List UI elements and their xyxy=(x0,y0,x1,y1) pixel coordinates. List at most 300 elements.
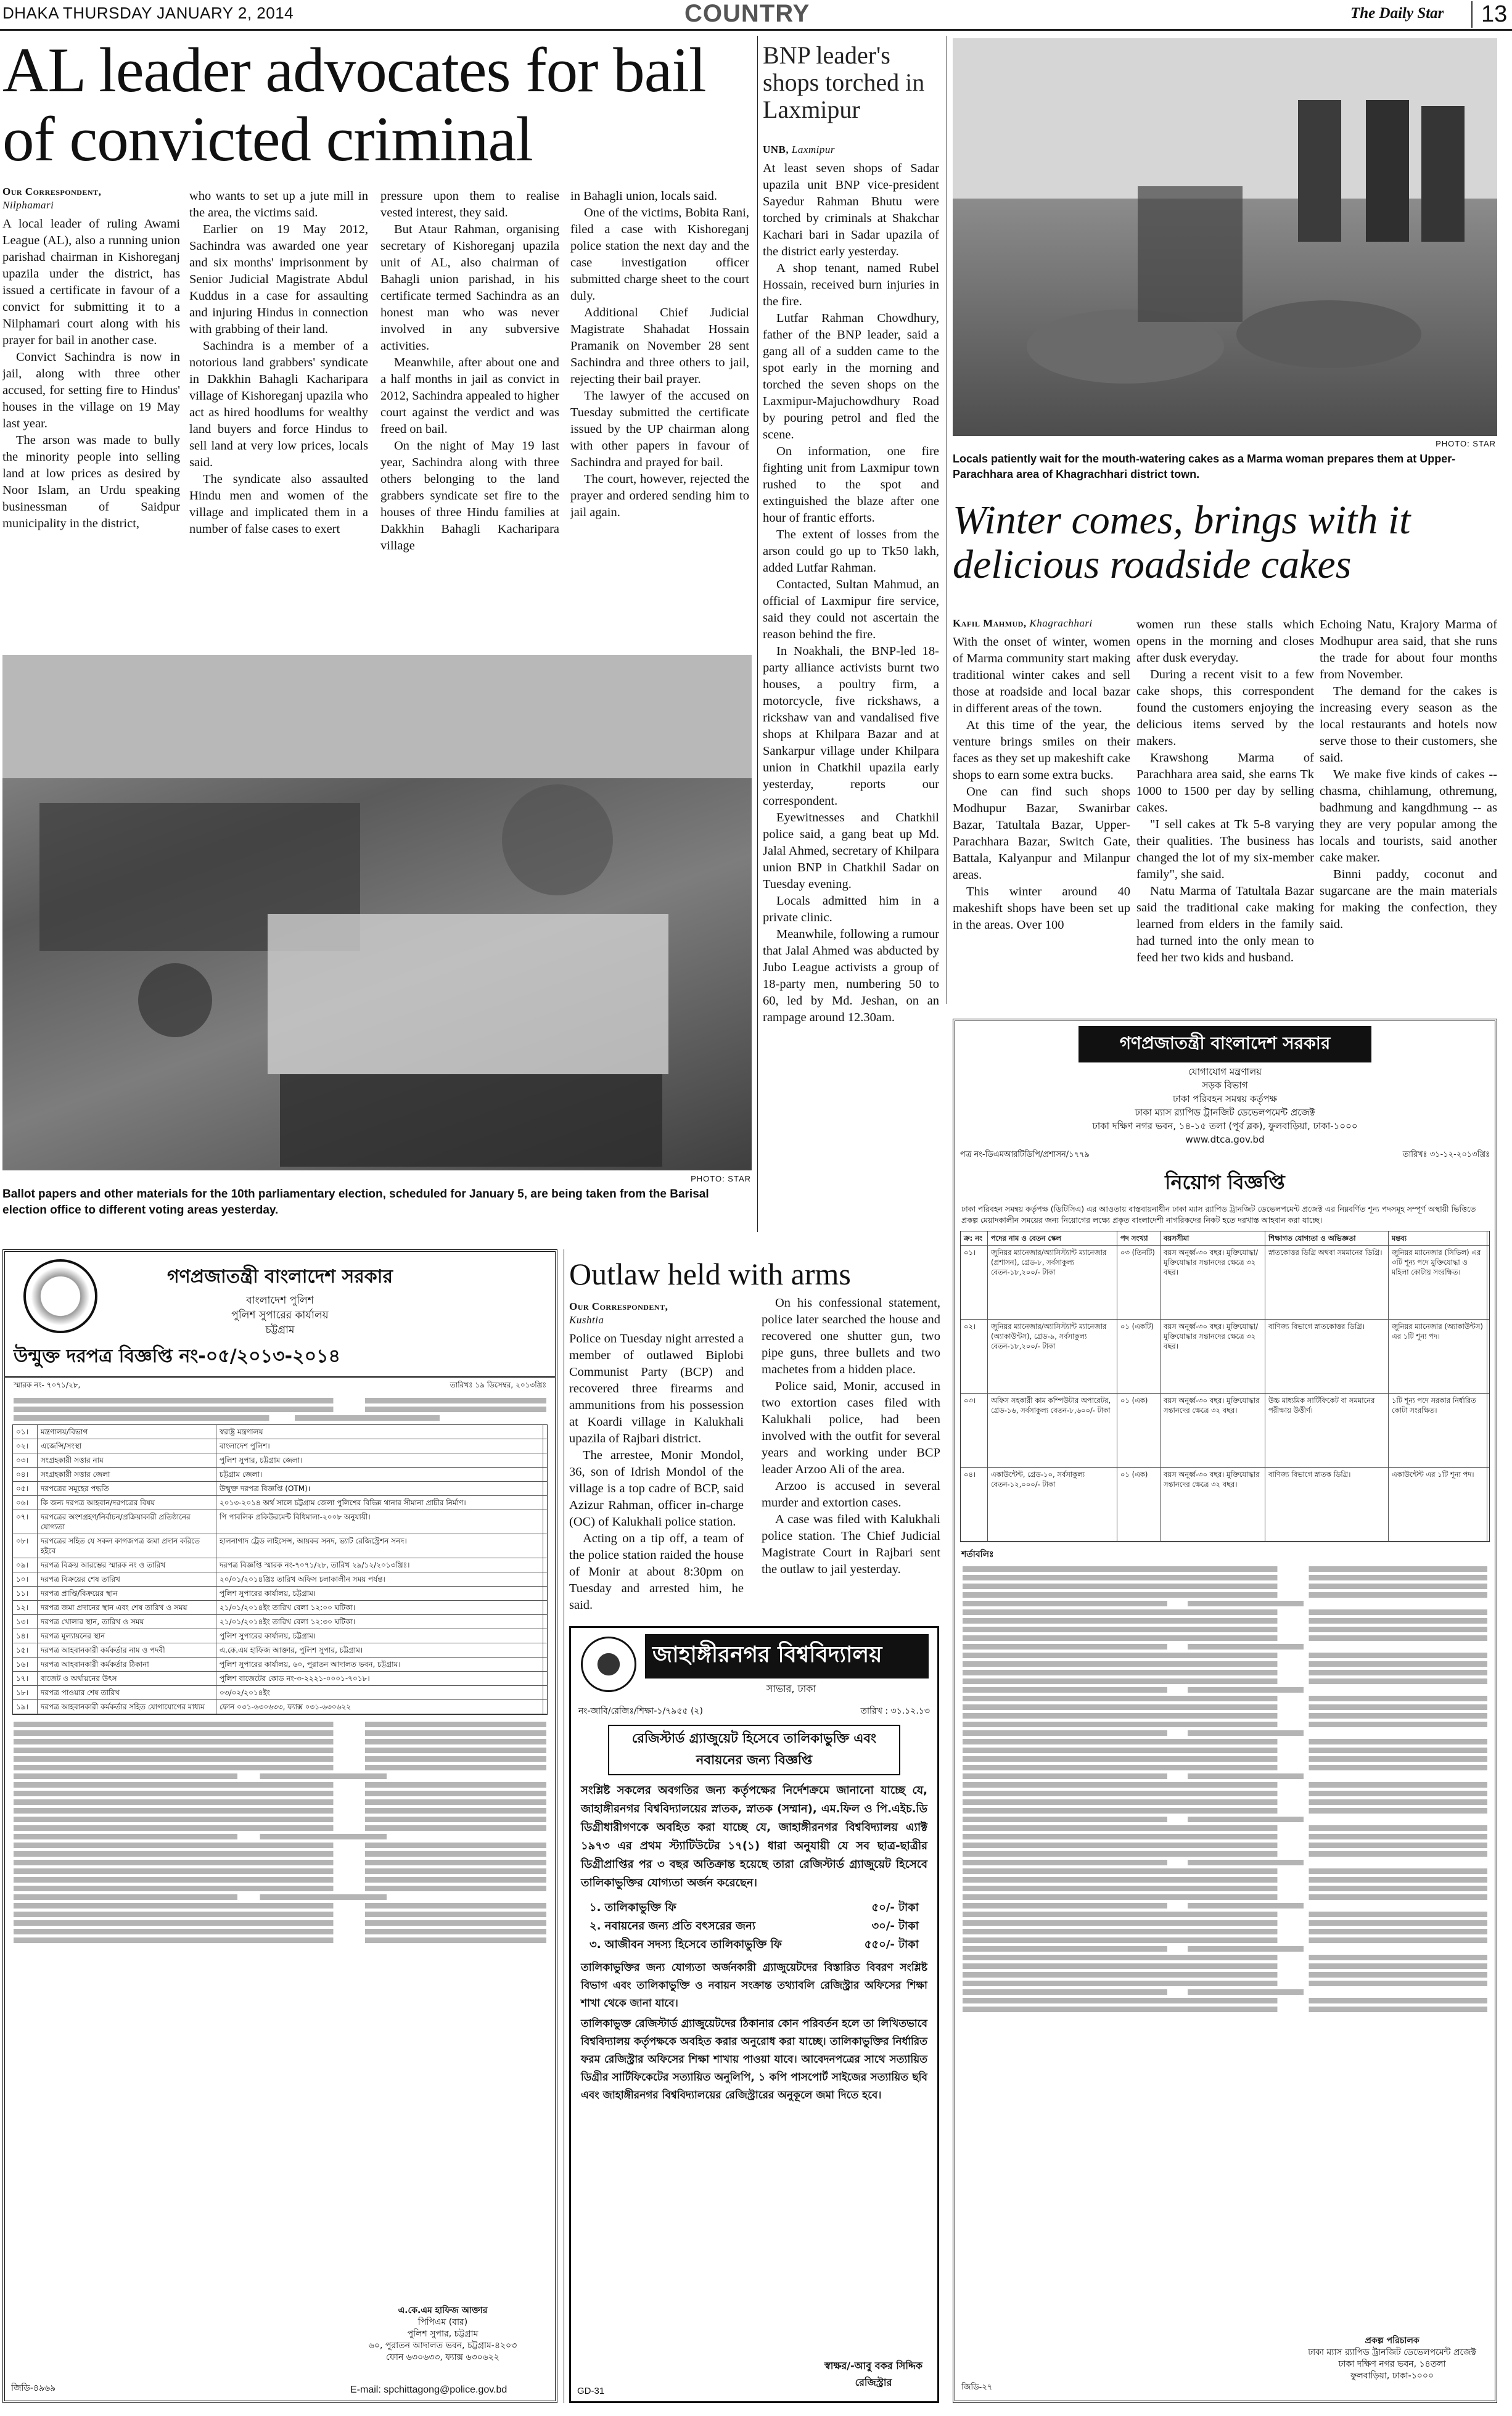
fine-print-line xyxy=(14,1791,546,1796)
fine-print-line xyxy=(963,1722,1487,1727)
ad-line: সড়ক বিভাগ xyxy=(1202,1080,1248,1091)
tender-cell: দরপত্র বিজ্ঞপ্তি স্মারক নং-৭০৭১/২৮, তারিখ ২৯/১২/২০১৩খ্রিঃ। xyxy=(216,1558,543,1572)
tender-cell: ১৮। xyxy=(13,1686,38,1699)
fine-print-line xyxy=(963,1730,1304,1736)
tender-cell: ০৭। xyxy=(13,1510,38,1534)
paragraph: One of the victims, Bobita Rani, filed a case with Kishoreganj police station the next day and the case investigation officer submitted charge sheet to the court duly. xyxy=(570,206,749,303)
signer-line: ৬০, পুরাতন আদালত ভবন, চট্টগ্রাম-৪২০৩ xyxy=(368,2341,517,2351)
paragraph: Police said, Monir, accused in two extortion cases filed with Kalukhali police, had been involved with the outfit for several years and working under BCP leader Arzoo Ali of the area. xyxy=(762,1379,940,1476)
ju-heading: রেজিস্টার্ড গ্র্যাজুয়েট হিসেবে তালিকাভুক্তি এবং নবায়নের জন্য বিজ্ঞপ্তি xyxy=(608,1725,900,1775)
photo1-caption: Ballot papers and other materials for the 10th parliamentary election, scheduled for January 5, are being taken from the Barisal election office to different voting areas yesterday. xyxy=(2,1188,709,1217)
paragraph: pressure upon them to realise vested interest, they said. xyxy=(380,189,559,220)
paragraph: The lawyer of the accused on Tuesday submitted the certificate issued by the UP chairman along with other papers in favour of Sachindra and prayed for bail. xyxy=(570,389,749,469)
signer-line: ঢাকা ম্যাস র‍্যাপিড ট্রানজিট ডেভেলপমেন্ট প্রজেক্ট xyxy=(1308,2348,1476,2357)
ad-code: জিডি-২৭ xyxy=(961,2383,993,2392)
election-materials-photo xyxy=(2,655,752,1170)
dateline: DHAKA THURSDAY JANUARY 2, 2014 xyxy=(2,4,294,22)
tender-cell: দরপত্র জমা প্রদানের স্থান এবং শেষ তারিখ ও সময় xyxy=(38,1601,216,1614)
fine-print-line xyxy=(14,1843,546,1848)
fine-print-line xyxy=(14,1894,387,1900)
paragraph: The arrestee, Monir Mondol, 36, son of Idrish Mondol of the village is a top cadre of BCP, said Azizur Rahman, officer in-charge (OC) of Kalukhali police station. xyxy=(569,1448,744,1529)
ju-logo-icon xyxy=(581,1637,636,1692)
tender-cell: চট্টগ্রাম জেলা। xyxy=(216,1468,543,1481)
paragraph: On information, one fire fighting unit from Laxmipur town rushed to the spot and extinguished the blaze after one hour of frantic efforts. xyxy=(763,445,939,525)
ju-registered-graduate-ad xyxy=(569,1626,939,2403)
tender-cell: ১৭। xyxy=(13,1672,38,1685)
ju-body: সংশ্লিষ্ট সকলের অবগতির জন্য কর্তৃপক্ষের নির্দেশক্রমে জানানো যাচ্ছে যে, জাহাঙ্গীরনগর বিশ্ববিদ্যালয়ের স্নাতক, স্নাতক (সম্মান), এম.ফিল ও পি.এইচ.ডি ডিগ্রীধারীগণকে অবহিত করা যাচ্ছে যে, জাহাঙ্গীরনগর বিশ্ববিদ্যালয় এ্যাক্ট ১৯৭৩ এর প্রথম স্ট্যাটিউটের ১৭(১) ধারা অনুযায়ী যে সব ছাত্র-ছাত্রীর ডিগ্রীপ্রাপ্তির পর ৩ বছর অতিক্রান্ত হয়েছে তারা রেজিস্টার্ড গ্র্যাজুয়েট হিসেবে তালিকাভুক্তির যোগ্যতা অর্জন করেছেন। xyxy=(581,1784,927,1889)
paragraph: Eyewitnesses and Chatkhil police said, a gang beat up Md. Jalal Ahmed, secretary of Khilpara union BNP in Chatkhil Sadar on Tuesday evening. xyxy=(763,811,939,891)
fine-print-line xyxy=(963,1566,1487,1572)
table-cell: ০৩। xyxy=(961,1394,988,1467)
ad-title: নিয়োগ বিজ্ঞপ্তি xyxy=(1165,1170,1285,1194)
story1-col4 xyxy=(570,188,749,640)
tender-row xyxy=(13,1510,547,1534)
table-cell: ০১। xyxy=(961,1246,988,1319)
tender-row xyxy=(13,1615,547,1629)
tender-cell: পুলিশ সুপার, চট্টগ্রাম জেলা। xyxy=(216,1453,543,1467)
tender-cell: দরপত্রের সহিত যে সকল কাগজপত্র জমা প্রদান করিতে হইবে xyxy=(38,1534,216,1558)
paragraph: Echoing Natu, Krajory Marma of Modhupur area said, that she runs the trade for about four months from November. xyxy=(1320,618,1497,681)
paragraph: This winter around 40 makeshift shops have been set up in the areas. Over 100 xyxy=(953,885,1130,932)
fine-print-line xyxy=(963,1748,1487,1753)
paragraph: Meanwhile, following a rumour that Jalal Ahmed was abducted by Jubo League activists a group of 18-party men, numbering 50 to 60, led by Md. Jeshan, on an rampage around 12.30am. xyxy=(763,927,939,1024)
ad-ref: পত্র নং-ডিএমআরটিডিপি/প্রশাসন/১৭৭৯ xyxy=(960,1150,1090,1159)
ju-subtitle: সাভার, ঢাকা xyxy=(766,1683,816,1695)
tender-cell: ১৬। xyxy=(13,1658,38,1671)
signer: এ.কে.এম হাফিজ আক্তার xyxy=(398,2306,488,2315)
fine-print-line xyxy=(963,1886,1487,1891)
table-cell: বয়স অনূর্ধ্ব-৩০ বছর। মুক্তিযোদ্ধার সন্তানদের ক্ষেত্রে ৩২ বছর। xyxy=(1161,1468,1265,1541)
paragraph: Arzoo is accused in several murder and extortion cases. xyxy=(762,1479,940,1510)
paragraph: Sachindra is a member of a notorious land grabbers' syndicate in Dakkhin Bahagli Kacharipara village of Kishoreganj upazila who act as hired hoodlums for wealthy land buyers and force Hindus to sell land at very low prices, locals said. xyxy=(189,339,368,469)
tender-cell: দরপত্রের অংশগ্রহণ/নির্বাচন/প্রক্রিয়াকারী প্রতিষ্ঠানের যোগ্যতা xyxy=(38,1510,216,1534)
fine-print-line xyxy=(963,1696,1487,1701)
fine-print-line xyxy=(963,1661,1487,1667)
fine-print-line xyxy=(963,1963,1487,1969)
fine-print-line xyxy=(14,1937,546,1943)
masthead xyxy=(0,0,1512,31)
table-cell: শিক্ষাগত যোগ্যতা ও অভিজ্ঞতা xyxy=(1265,1231,1389,1245)
paragraph: We make five kinds of cakes -- chasma, chihlamung, othremung, badhmung and kangdhmung -- as they are very popular among the locals and tourists, said another cake maker. xyxy=(1320,768,1497,865)
fine-print-line xyxy=(14,1877,546,1883)
tender-cell: কি জন্য দরপত্র আহবান/দরপত্রের বিষয় xyxy=(38,1496,216,1510)
tender-row xyxy=(13,1468,547,1482)
fine-print-line xyxy=(14,1808,546,1814)
ad-email: E-mail: spchittagong@police.gov.bd xyxy=(350,2385,507,2395)
ad-gov-banner: গণপ্রজাতন্ত্রী বাংলাদেশ সরকার xyxy=(1079,1026,1371,1062)
fine-print-line xyxy=(963,1834,1487,1839)
tender-cell: মন্ত্রণালয়/বিভাগ xyxy=(38,1425,216,1439)
ad-code: GD-31 xyxy=(577,2386,605,2396)
paragraph: Krawshong Marma of Parachhara area said, she earns Tk 1000 to 1500 per day by selling cakes. xyxy=(1136,751,1314,815)
paragraph: "I sell cakes at Tk 5-8 varying their qualities. The business has changed the lot of my six-member family", she said. xyxy=(1136,818,1314,881)
tender-cell: দরপত্রের সমূহের পদ্ধতি xyxy=(38,1482,216,1495)
fine-print-line xyxy=(963,1765,1487,1770)
fine-print-line xyxy=(963,2007,1487,2012)
tender-row xyxy=(13,1686,547,1700)
fine-print-line xyxy=(963,1756,1487,1762)
paragraph: Meanwhile, after about one and a half months in jail as convict in 2012, Sachindra appealed to higher court against the verdict and was freed on bail. xyxy=(380,356,559,436)
table-cell: ০৪। xyxy=(961,1468,988,1541)
table-row xyxy=(961,1246,1489,1320)
tender-cell: দরপত্র আহবানকারী কর্মকর্তার নাম ও পদবী xyxy=(38,1643,216,1657)
fine-print-line xyxy=(963,1851,1487,1857)
tender-cell: ১৯। xyxy=(13,1700,38,1714)
table-cell: পদের নাম ও বেতন স্কেল xyxy=(988,1231,1117,1245)
fine-print-line xyxy=(14,1799,546,1805)
fine-print-line xyxy=(963,1609,1487,1615)
fine-print-line xyxy=(14,1851,546,1857)
paragraph: who wants to set up a jute mill in the area, the victims said. xyxy=(189,189,368,220)
fine-print-line xyxy=(963,1773,1304,1779)
table-cell: বয়স অনূর্ধ্ব-৩০ বছর। মুক্তিযোদ্ধার সন্তানদের ক্ষেত্রে ৩২ বছর। xyxy=(1161,1394,1265,1467)
table-cell: একাউন্টেন্ট, গ্রেড-১০, সর্বসাকুল্য বেতন-১২,০০০/- টাকা xyxy=(988,1468,1117,1541)
fine-print-line xyxy=(963,1704,1487,1710)
tender-table xyxy=(12,1424,548,1715)
fine-print-line xyxy=(963,1877,1487,1883)
paragraph: The court, however, rejected the prayer and ordered sending him to jail again. xyxy=(570,472,749,519)
fine-print-line xyxy=(963,1912,1487,1917)
fine-print-line xyxy=(14,1730,546,1736)
tender-row xyxy=(13,1643,547,1658)
ad-line: চট্টগ্রাম xyxy=(265,1324,295,1336)
tender-cell: উন্মুক্ত দরপত্র বিজ্ঞপ্তি (OTM)। xyxy=(216,1482,543,1495)
table-row xyxy=(961,1468,1489,1542)
paragraph: At this time of the year, the venture brings smiles on their faces as they set up makeshift cake shops to earn some extra bucks. xyxy=(953,718,1130,782)
story3-col1: Kafil Mahmud, Khagrachhari With the onset of winter, women of Marma community start making traditional winter cakes and sell those at roadside and local bazar in different areas of the town. At this time of the year, the venture brings smiles on their faces as they set up makeshift cake shops to earn some extra bucks. One can find such shops Modhupur Bazar, Swanirbar Bazar, Tatultala Bazar, Upper-Parachhara Bazar, Switch Gate, Battala, Kalyanpur and Milanpur areas. This winter around 40 makeshift shops have been set up in the areas. Over 100 xyxy=(953,617,1130,1006)
page-number: 13 xyxy=(1471,1,1507,28)
tender-cell: দরপত্র খোলার স্থান, তারিখ ও সময় xyxy=(38,1615,216,1629)
tender-cell: ০১। xyxy=(13,1425,38,1439)
photo2-credit: PHOTO: STAR xyxy=(1436,439,1496,448)
paragraph: Contacted, Sultan Mahmud, an official of Laxmipur fire service, said they could not ascertain the reason behind the fire. xyxy=(763,578,939,641)
fine-print-line xyxy=(963,1989,1304,1995)
tender-row xyxy=(13,1534,547,1558)
table-row xyxy=(961,1320,1489,1394)
fine-print-line xyxy=(963,1601,1304,1606)
story1-col1: Our Correspondent, Nilphamari A local leader of ruling Awami League (AL), also a running union parishad chairman in Kishoreganj upazila under the district, has issued a certificate in favour of a convict for submitting it to a Nilphamari court along with his prayer for bail in another case. Convict Sachindra is now in jail, along with three other accused, for setting fire to Hindus' houses in the village on 19 May last year. The arson was made to bully the minority people into selling land at low prices as desired by Noor Islam, an Urdu speaking businessman of Saidpur municipality in the district, xyxy=(2,185,180,640)
tender-cell: ফোন ০৩১-৬৩০৬৩৩, ফ্যাক্স ০৩১-৬৩০৬২২ xyxy=(216,1700,543,1714)
tender-cell: দরপত্র আহবানকারী কর্মকর্তার সহিত যোগাযোগের মাধ্যম xyxy=(38,1700,216,1714)
story2-headline: BNP leader's shops torched in Laxmipur xyxy=(763,42,925,123)
paragraph: Police on Tuesday night arrested a member of outlawed Biplobi Communist Party (BCP) and recovered three firearms and ammunitions from his possession at Koardi village in Kalukhali upazila of Rajbari district. xyxy=(569,1332,744,1445)
tender-cell: ০৫। xyxy=(13,1482,38,1495)
tender-cell: ০৪। xyxy=(13,1468,38,1481)
fine-print-line xyxy=(14,1834,387,1839)
tender-title: উন্মুক্ত দরপত্র বিজ্ঞপ্তি নং-০৫/২০১৩-২০১৪ xyxy=(5,1337,555,1378)
fine-print-line xyxy=(14,1748,546,1753)
tender-cell: পুলিশ সুপারের কার্যালয়, ৬০, পুরাতন আদালত ভবন, চট্টগ্রাম। xyxy=(216,1658,543,1671)
memo-date: তারিখঃ ১৯ ডিসেম্বর, ২০১৩খ্রিঃ xyxy=(450,1381,546,1389)
paragraph: A case was filed with Kalukhali police station. The Chief Judicial Magistrate Court in Rajbari sent the outlaw to jail yesterday. xyxy=(762,1513,940,1576)
fine-print-line xyxy=(14,1886,546,1891)
tender-cell: দরপত্র আহবানকারী কর্মকর্তার ঠিকানা xyxy=(38,1658,216,1671)
story2-body: UNB, Laxmipur At least seven shops of Sadar upazila unit BNP vice-president Sayedur Rahman Bhutu were torched by criminals at Shakchar Kachari bari in Sadar upazila of the district early yesterday. A shop tenant, named Rubel Hossain, received burn injuries in the fire. Lutfar Rahman Chowdhury, father of the BNP leader, said a gang all of a sudden came to the spot early in the morning and torched the seven shops on the Laxmipur-Majuchowdhury Road by pouring petrol and fled the scene. On information, one fire fighting unit from Laxmipur town rushed to the spot and extinguished the blaze after one hour of frantic efforts. The extent of losses from the arson could go up to Tk50 lakh, added Lutfar Rahman. Contacted, Sultan Mahmud, an official of Laxmipur fire service, said they could not ascertain the reason behind the fire. In Noakhali, the BNP-led 18-party alliance activists burnt two houses, a poultry firm, a motorcycle, five rickshaws, a rickshaw van and vandalised five shops at Khilpara Bazar and at Sankarpur village under Khilpara union in Chatkhil upazila early yesterday, reports our correspondent. Eyewitnesses and Chatkhil police said, a gang beat up Md. Jalal Ahmed, secretary of Khilpara union BNP in Chatkhil Sadar on Tuesday evening. Locals admitted him in a private clinic. Meanwhile, following a rumour that Jalal Ahmed was abducted by Jubo League activists a group of 18-party men, numbering 50 to 60, led by Md. Jeshan, on an rampage around 12.30am. xyxy=(763,143,939,1191)
table-cell: ০৩ (তিনটি) xyxy=(1117,1246,1161,1319)
fine-print-line xyxy=(963,1825,1487,1831)
tender-row xyxy=(13,1587,547,1601)
signer: প্রকল্প পরিচালক xyxy=(1365,2336,1420,2346)
tender-cell: ১৪। xyxy=(13,1629,38,1643)
fine-print-line xyxy=(14,1756,546,1762)
table-cell: জুনিয়র ম্যানেজার (অ্যাকাউন্টস) এর ১টি শূন্য পদ। xyxy=(1389,1320,1487,1393)
story3-headline: Winter comes, brings with it delicious roadside cakes xyxy=(953,498,1411,587)
signer-line: ঢাকা দক্ষিণ নগর ভবন, ১৪তলা xyxy=(1338,2359,1446,2369)
paragraph: Locals admitted him in a private clinic. xyxy=(763,894,939,924)
tender-cell: ০৬। xyxy=(13,1496,38,1510)
ad-date: তারিখঃ ৩১-১২-২০১৩খ্রিঃ xyxy=(1402,1150,1490,1159)
paragraph: On his confessional statement, police later searched the house and recovered one shutter gun, two pipe guns, three bullets and two machetes from a hidden place. xyxy=(762,1296,940,1376)
tender-cell: দরপত্র বিক্রয় আরম্ভের স্মারক নং ও তারিখ xyxy=(38,1558,216,1572)
ad-line: ঢাকা ম্যাস র‍্যাপিড ট্রানজিট ডেভেলপমেন্ট প্রজেক্ট xyxy=(1135,1107,1315,1118)
tender-cell: হালনাগাদ ট্রেড লাইসেন্স, আয়কর সনদ, ভ্যাট রেজিস্ট্রেশন সনদ। xyxy=(216,1534,543,1558)
tender-cell: ১১। xyxy=(13,1587,38,1600)
fine-print-line xyxy=(963,1791,1487,1796)
table-cell: জুনিয়র ম্যানেজার/অ্যাসিস্ট্যান্ট ম্যানেজার (প্রশাসন), গ্রেড-৮, সর্বসাকুল্য বেতন-১৮,২০০/- টাকা xyxy=(988,1246,1117,1319)
dtca-recruitment-ad xyxy=(953,1019,1497,2403)
tender-cell: ২১/০১/২০১৪ইং তারিখ বেলা ১২:০০ ঘটিকা। xyxy=(216,1601,543,1614)
ad-website: www.dtca.gov.bd xyxy=(1185,1134,1265,1145)
ad-line: ঢাকা পরিবহন সমন্বয় কর্তৃপক্ষ xyxy=(1172,1093,1277,1104)
tender-cell: পুলিশ সুপারের কার্যালয়, চট্টগ্রাম। xyxy=(216,1587,543,1600)
tender-cell: সংগ্রহকারী সত্তার নাম xyxy=(38,1453,216,1467)
table-cell: ১টি শূন্য পদে সরকার নির্ধারিত কোটা সংরক্ষিত। xyxy=(1389,1394,1487,1467)
fine-print-line xyxy=(963,1981,1487,1986)
signer-line: ফোন ৬৩০৬৩৩, ফ্যাক্স ৬৩০৬২২ xyxy=(386,2352,499,2362)
table-cell: ০১ (এক) xyxy=(1117,1468,1161,1541)
tender-cell: পি পাবলিক প্রকিউরমেন্ট বিধিমালা-২০০৮ অনুযায়ী। xyxy=(216,1510,543,1534)
fine-print-line xyxy=(963,1817,1304,1822)
fine-print-line xyxy=(963,1799,1487,1805)
tender-cell: দরপত্র প্রাপ্তি/বিক্রয়ের স্থান xyxy=(38,1587,216,1600)
ad-line: বাংলাদেশ পুলিশ xyxy=(246,1294,314,1307)
signer-line: পিপিএম (বার) xyxy=(417,2317,468,2327)
table-cell: জুনিয়র ম্যানেজার/অ্যাসিস্ট্যান্ট ম্যানেজার (অ্যাকাউন্টস), গ্রেড-৯, সর্বসাকুল্য বেতন-১৮,২০০/- টাকা xyxy=(988,1320,1117,1393)
ju-body3: তালিকাভুক্ত রেজিস্টার্ড গ্র্যাজুয়েটদের ঠিকানার কোন পরিবর্তন হলে তা লিখিতভাবে বিশ্ববিদ্যালয় কর্তৃপক্ষকে অবহিত করার অনুরোধ করা যাচ্ছে। তালিকাভুক্তির নির্ধারিত ফরম রেজিস্ট্রার অফিসের শিক্ষা শাখায় পাওয়া যাবে। আবেদনপত্রের সাথে সত্যায়িত ডিগ্রীর সার্টিফিকেটের সত্যায়িত অনুলিপি, ১ কপি পাসপোর্ট সাইজের সত্যায়িত ছবি এবং জাহাঙ্গীরনগর বিশ্ববিদ্যালয়ের রেজিস্ট্রারের অনুকূলে জমা দিতে হবে। xyxy=(581,2018,927,2102)
paragraph: In Noakhali, the BNP-led 18-party alliance activists burnt two houses, a poultry firm, a motorcycle, five rickshaws, a rickshaw van and vandalised five shops at Khilpara Bazar and at Sankarpur village under Khilpara union in Chatkhil upazila early yesterday, reports our correspondent. xyxy=(763,644,939,808)
tender-row xyxy=(13,1453,547,1468)
paragraph: Convict Sachindra is now in jail, along with three other accused, for setting fire to Hindus' houses in the village on 19 May last year. xyxy=(2,350,180,430)
ad-intro: ঢাকা পরিবহন সমন্বয় কর্তৃপক্ষ (ডিটিসিএ) এর আওতায় বাস্তবায়নাধীন ঢাকা ম্যাস র‍্যাপিড ট্রানজিট ডেভেলপমেন্ট প্রজেক্ট এর নিম্নবর্ণিত শূন্য পদসমূহ সম্পূর্ণ অস্থায়ী ভিত্তিতে প্রকল্প মেয়াদকালীন সময়ের জন্য নিয়োগের লক্ষ্যে প্রকৃত বাংলাদেশী নাগরিকদের নিকট হতে দরখাস্ত আহবান করা যাচ্ছে। xyxy=(961,1204,1476,1225)
table-cell: মন্তব্য xyxy=(1389,1231,1487,1245)
fine-print-line xyxy=(14,1825,546,1831)
terms-body xyxy=(955,1563,1495,2167)
memo-number: স্মারক নং- ৭০৭১/২৮, xyxy=(14,1381,81,1389)
ju-signer: স্বাক্ষর/-আবু বকর সিদ্দিক xyxy=(824,2360,922,2372)
tender-row xyxy=(13,1672,547,1686)
table-cell: বাণিজ্য বিভাগে স্নাতকোত্তর ডিগ্রি। xyxy=(1265,1320,1389,1393)
fine-print-line xyxy=(14,1929,546,1934)
paragraph: Natu Marma of Tatultala Bazar said the traditional cake making learned from elders in the family had turned into the only mean to feed her two kids and husband. xyxy=(1136,884,1314,964)
story3-col2 xyxy=(1136,617,1314,1006)
fee-item: ৩. আজীবন সদস্য হিসেবে তালিকাভুক্তি ফি ৫৫০/- টাকা xyxy=(590,1938,919,1951)
fine-print-line xyxy=(963,1920,1487,1926)
ju-ref: নং-জাবি/রেজিঃ/শিক্ষা-১/৭৯৫৫ (২) xyxy=(578,1706,704,1716)
table-cell: ০১ (এক) xyxy=(1117,1394,1161,1467)
table-cell: জুনিয়র ম্যানেজার (সিভিল) এর ৩টি শূন্য পদে মুক্তিযোদ্ধা ও মহিলা কোটায় সংরক্ষিত। xyxy=(1389,1246,1487,1319)
fine-print-line xyxy=(963,1575,1487,1580)
tender-row xyxy=(13,1439,547,1453)
fine-print-line xyxy=(963,1929,1487,1934)
tender-cell: ০৩। xyxy=(13,1453,38,1467)
fine-print-line xyxy=(963,1653,1487,1658)
tender-row xyxy=(13,1425,547,1439)
tender-cell: পুলিশ সুপারের কার্যালয়, চট্টগ্রাম। xyxy=(216,1629,543,1643)
tender-cell: বাংলাদেশ পুলিশ। xyxy=(216,1439,543,1453)
fine-print-line xyxy=(963,1627,1487,1632)
tender-cell: দরপত্র মূল্যায়নের স্থান xyxy=(38,1629,216,1643)
table-cell: বয়সসীমা xyxy=(1161,1231,1265,1245)
table-cell: বয়স অনূর্ধ্ব-৩০ বছর। মুক্তিযোদ্ধা/মুক্তিযোদ্ধার সন্তানদের ক্ষেত্রে ৩২ বছর। xyxy=(1161,1246,1265,1319)
paper-logo: The Daily Star xyxy=(1350,5,1444,22)
fine-print-line xyxy=(14,1860,546,1865)
paragraph: women run these stalls which opens in the morning and closes after dusk everyday. xyxy=(1136,618,1314,665)
paragraph: With the onset of winter, women of Marma community start making traditional winter cakes and sell those at roadside and local bazar in different areas of the town. xyxy=(953,635,1130,715)
paragraph: One can find such shops Modhupur Bazar, Swanirbar Bazar, Tatultala Bazar, Upper-Parachhara Bazar, Switch Gate, Battala, Kalyanpur and Milanpur areas. xyxy=(953,785,1130,882)
paragraph: Binni paddy, coconut and sugarcane are the main materials for making the confection, they said. xyxy=(1320,868,1497,931)
tender-row xyxy=(13,1558,547,1572)
story1-col3 xyxy=(380,188,559,640)
fine-print-line xyxy=(963,1955,1487,1960)
tender-cell: ১০। xyxy=(13,1572,38,1586)
table-cell: অফিস সহকারী কাম কম্পিউটার অপারেটর, গ্রেড-১৬, সর্বসাকুল্য বেতন-৮,৬০০/- টাকা xyxy=(988,1394,1117,1467)
paragraph: Earlier on 19 May 2012, Sachindra was awarded one year and six months' imprisonment by Senior Judicial Magistrate Abdul Kuddus in a case for assaulting and injuring Hindus in connection with grabbing of their land. xyxy=(189,223,368,336)
fine-print-line xyxy=(963,1868,1487,1874)
tender-cell: ২০/০১/২০১৪খ্রিঃ তারিখ অফিস চলাকালীন সময় পর্যন্ত। xyxy=(216,1572,543,1586)
paragraph: At least seven shops of Sadar upazila unit BNP vice-president Sayedur Rahman Bhutu were torched by criminals at Shakchar Kachari bari in Sadar upazila of the district early yesterday. xyxy=(763,162,939,258)
paragraph: Acting on a tip off, a team of the police station raided the house of Monir at about 8:30pm on Tuesday and arrested him, he said. xyxy=(569,1532,744,1612)
fine-print-line xyxy=(963,1946,1304,1952)
tender-cell: পুলিশ বাজেটের কোড নং-৩-২২২১-০০০১-৭০১৮। xyxy=(216,1672,543,1685)
paragraph: A shop tenant, named Rubel Hossain, received burn injuries in the fire. xyxy=(763,261,939,308)
fine-print-line xyxy=(963,1584,1487,1589)
paragraph: A local leader of ruling Awami League (AL), also a running union parishad chairman in Kishoreganj upazila under the district, has issued a certificate in favour of a convict for submitting it to a Nilphamari court along with his prayer for bail in another case. xyxy=(2,217,180,347)
signer-line: পুলিশ সুপার, চট্টগ্রাম xyxy=(407,2329,479,2339)
ad-code: জিডি-৪৯৬৯ xyxy=(11,2383,56,2393)
fee-item: ১. তালিকাভুক্তি ফি ৫০/- টাকা xyxy=(590,1901,919,1914)
fine-print-line xyxy=(963,1739,1487,1744)
tender-row xyxy=(13,1482,547,1496)
story3-col3 xyxy=(1320,617,1497,1006)
fine-print-line xyxy=(14,1903,546,1909)
photo2-caption: Locals patiently wait for the mouth-watering cakes as a Marma woman prepares them at Upper-Parachhara area of Khagrachhari district town. xyxy=(953,453,1456,480)
fine-print-line xyxy=(963,1808,1487,1814)
fine-print-line xyxy=(963,1903,1304,1909)
fine-print-line xyxy=(963,1592,1487,1598)
story4-col1: Our Correspondent, Kushtia Police on Tuesday night arrested a member of outlawed Biplobi Communist Party (BCP) and recovered three firearms and ammunitions from his possession at Koardi village in Kalukhali upazila of Rajbari district. The arrestee, Monir Mondol, 36, son of Idrish Mondol of the village is a top cadre of BCP, said Azizur Rahman, officer in-charge (OC) of Kalukhali police station. Acting on a tip off, a team of the police station raided the house of Monir at about 8:30pm on Tuesday and arrested him, he said. xyxy=(569,1300,744,1614)
fee-item: ২. নবায়নের জন্য প্রতি বৎসরের জন্য ৩০/- টাকা xyxy=(590,1920,919,1933)
tender-cell: ২০১৩-২০১৪ অর্থ সালে চট্টগ্রাম জেলা পুলিশের বিভিন্ন থানার সীমানা প্রাচীর নির্মাণ। xyxy=(216,1496,543,1510)
fine-print-line xyxy=(963,1972,1487,1978)
ju-body2: তালিকাভুক্তির জন্য যোগ্যতা অর্জনকারী গ্র্যাজুয়েটদের বিস্তারিত বিবরণ সংশ্লিষ্ট বিভাগ এবং তালিকাভুক্তি ও নবায়ন সংক্রান্ত তথ্যাবলি রেজিস্ট্রার অফিসের শিক্ষা শাখা থেকে জানা যাবে। xyxy=(581,1962,927,2010)
tender-cell: ১২। xyxy=(13,1601,38,1614)
tender-cell: ২১/০১/২০১৪ইং তারিখ বেলা ১২:৩০ ঘটিকা। xyxy=(216,1615,543,1629)
fine-print-line xyxy=(963,1618,1487,1624)
photo1-credit: PHOTO: STAR xyxy=(691,1174,751,1183)
tender-row xyxy=(13,1601,547,1615)
fine-print-line xyxy=(963,1894,1487,1900)
paragraph: The syndicate also assaulted Hindu men and women of the village and implicated them in a number of false cases to exert xyxy=(189,472,368,536)
table-cell: ০২। xyxy=(961,1320,988,1393)
ad-line: ঢাকা দক্ষিণ নগর ভবন, ১৪-১৫ তলা (পূর্ব ব্লক), ফুলবাড়িয়া, ঢাকা-১০০০ xyxy=(1092,1120,1358,1132)
tender-row xyxy=(13,1496,547,1510)
paragraph: The extent of losses from the arson could go up to Tk50 lakh, added Lutfar Rahman. xyxy=(763,528,939,575)
tender-cell: স্বরাষ্ট্র মন্ত্রণালয় xyxy=(216,1425,543,1439)
paragraph: The arson was made to bully the minority people into selling land at low prices as desired by Noor Islam, an Urdu speaking businessman of Saidpur municipality in the district, xyxy=(2,433,180,530)
paragraph: But Ataur Rahman, organising secretary of Kishoreganj upazila unit of AL, also chairman of Bahagli union parishad, in his certificate termed Sachindra as an honest man who was never involved in any subversive activities. xyxy=(380,223,559,353)
table-cell: ০১ (একটি) xyxy=(1117,1320,1161,1393)
tender-cell: ০৮। xyxy=(13,1534,38,1558)
fine-print-line xyxy=(14,1739,546,1744)
fine-print-line xyxy=(963,1937,1487,1943)
fine-print-line xyxy=(963,1670,1487,1675)
table-cell: পদ সংখ্যা xyxy=(1117,1231,1161,1245)
fine-print-line xyxy=(963,1998,1487,2003)
terms-title: শর্তাবলিঃ xyxy=(961,1550,994,1559)
tender-cell: সংগ্রহকারী সত্তার জেলা xyxy=(38,1468,216,1481)
story4-col2 xyxy=(762,1295,940,1616)
fine-print-line xyxy=(963,1678,1487,1684)
fine-print-line xyxy=(963,1843,1487,1848)
tender-row xyxy=(13,1658,547,1672)
ju-date: তারিখ : ৩১.১২.১৩ xyxy=(860,1706,930,1716)
roadside-cakes-photo xyxy=(953,38,1497,436)
fine-print-line xyxy=(14,1765,546,1770)
paragraph: Lutfar Rahman Chowdhury, father of the BNP leader, said a gang all of a sudden came to the spot early in the morning and torched the seven shops on the Laxmipur-Majuchowdhury Road by pouring petrol and fled the scene. xyxy=(763,311,939,442)
tender-cell: ০৩/০২/২০১৪ইং xyxy=(216,1686,543,1699)
fine-print-line xyxy=(14,1722,546,1727)
fine-print-line xyxy=(963,1713,1487,1719)
table-cell: উচ্চ মাধ্যমিক সার্টিফিকেট বা সমমানের পরীক্ষায় উত্তীর্ণ। xyxy=(1265,1394,1389,1467)
fine-print-line xyxy=(14,1868,546,1874)
ju-signer-title: রেজিস্ট্রার xyxy=(855,2377,892,2388)
table-cell: বাণিজ্য বিভাগে স্নাতক ডিগ্রি। xyxy=(1265,1468,1389,1541)
paragraph: in Bahagli union, locals said. xyxy=(570,189,717,203)
tender-cell: ১৫। xyxy=(13,1643,38,1657)
fine-print-line xyxy=(14,1817,546,1822)
fine-print-line xyxy=(963,1644,1304,1650)
table-cell: স্নাতকোত্তর ডিগ্রি অথবা সমমানের ডিগ্রি। xyxy=(1265,1246,1389,1319)
police-tender-ad xyxy=(2,1249,557,2403)
tender-cell: ০৯। xyxy=(13,1558,38,1572)
fine-print-line xyxy=(14,1782,546,1788)
story4-headline: Outlaw held with arms xyxy=(569,1257,851,1291)
ju-fee-list xyxy=(571,1899,937,1954)
story1-headline: AL leader advocates for bail of convicted criminal xyxy=(2,36,706,174)
tender-cell: ০২। xyxy=(13,1439,38,1453)
story1-col2 xyxy=(189,188,368,640)
table-row xyxy=(961,1394,1489,1468)
fine-print-line xyxy=(14,1912,546,1917)
table-header-row xyxy=(961,1231,1489,1246)
fine-print-line xyxy=(14,1773,387,1779)
tender-cell: দরপত্র পাওয়ার শেষ তারিখ xyxy=(38,1686,216,1699)
paragraph: During a recent visit to a few cake shops, this correspondent found the customers enjoying the delicious items served by the makers. xyxy=(1136,668,1314,748)
ad-line: যোগাযোগ মন্ত্রণালয় xyxy=(1188,1066,1262,1077)
fine-print-line xyxy=(963,1860,1304,1865)
table-cell: ক্র: নং xyxy=(961,1231,988,1245)
tender-row xyxy=(13,1700,547,1714)
ad-gov: গণপ্রজাতন্ত্রী বাংলাদেশ সরকার xyxy=(167,1266,393,1288)
tender-cell: দরপত্র বিক্রয়ের শেষ তারিখ xyxy=(38,1572,216,1586)
table-cell: বয়স অনূর্ধ্ব-৩০ বছর। মুক্তিযোদ্ধা/মুক্তিযোদ্ধার সন্তানদের ক্ষেত্রে ৩২ বছর। xyxy=(1161,1320,1265,1393)
ju-title: জাহাঙ্গীরনগর বিশ্ববিদ্যালয় xyxy=(645,1634,929,1678)
fine-print-line xyxy=(14,1920,546,1926)
ad-line: পুলিশ সুপারের কার্যালয় xyxy=(231,1309,329,1321)
tender-cell: বাজেট ও অর্থায়নের উৎস xyxy=(38,1672,216,1685)
tender-row xyxy=(13,1629,547,1643)
tender-cell: ১৩। xyxy=(13,1615,38,1629)
